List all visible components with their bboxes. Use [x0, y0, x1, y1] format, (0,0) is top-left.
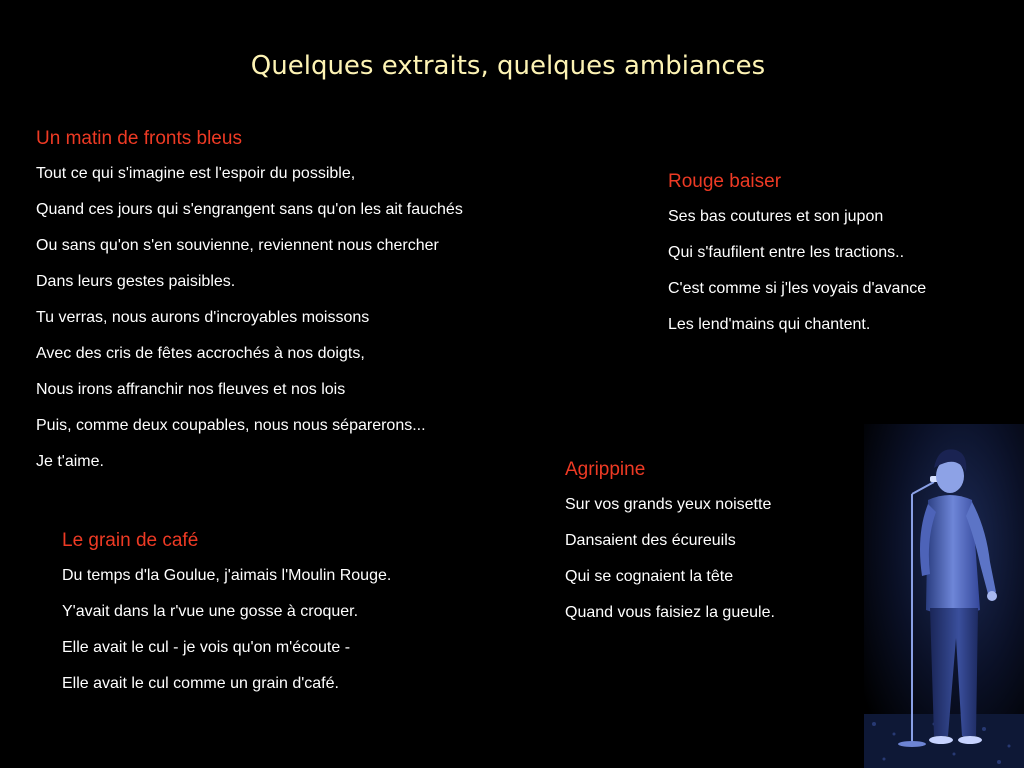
poem-line: Quand vous faisiez la gueule.: [565, 604, 775, 621]
poem-grain-de-cafe: [62, 530, 391, 710]
poem-line: Tout ce qui s'imagine est l'espoir du possible,: [36, 165, 356, 182]
poem-title: Le grain de café: [62, 530, 199, 551]
poem-title: Rouge baiser: [668, 171, 782, 192]
slide-title: Quelques extraits, quelques ambiances: [250, 51, 766, 81]
poem-line: Du temps d'la Goulue, j'aimais l'Moulin Rouge.: [62, 567, 392, 584]
poem-fronts-bleus: [36, 128, 463, 488]
poem-line: Avec des cris de fêtes accrochés à nos doigts,: [36, 345, 365, 362]
poem-line: Sur vos grands yeux noisette: [565, 496, 772, 513]
singer-photo: [864, 424, 1024, 768]
poem-line: Nous irons affranchir nos fleuves et nos lois: [36, 381, 346, 398]
poem-line: Dans leurs gestes paisibles.: [36, 273, 236, 290]
poem-line: Puis, comme deux coupables, nous nous séparerons...: [36, 417, 426, 434]
poem-line: Y'avait dans la r'vue une gosse à croquer.: [62, 603, 359, 620]
poem-line: Qui se cognaient la tête: [565, 568, 734, 585]
poem-line: Dansaient des écureuils: [565, 532, 736, 549]
poem-line: Elle avait le cul comme un grain d'café.: [62, 675, 339, 692]
poem-title: Un matin de fronts bleus: [36, 128, 242, 149]
poem-line: Je t'aime.: [36, 453, 104, 470]
poem-line: Elle avait le cul - je vois qu'on m'écoute -: [62, 639, 351, 656]
poem-line: C'est comme si j'les voyais d'avance: [668, 280, 927, 297]
poem-line: Les lend'mains qui chantent.: [668, 316, 871, 333]
poem-title: Agrippine: [565, 459, 646, 480]
poem-line: Ses bas coutures et son jupon: [668, 208, 884, 225]
poem-agrippine: [565, 459, 775, 639]
poem-line: Qui s'faufilent entre les tractions..: [668, 244, 905, 261]
poem-rouge-baiser: [668, 171, 926, 351]
poem-line: Ou sans qu'on s'en souvienne, reviennent nous chercher: [36, 237, 439, 254]
poem-line: Quand ces jours qui s'engrangent sans qu'on les ait fauchés: [36, 201, 463, 218]
poem-line: Tu verras, nous aurons d'incroyables moissons: [36, 309, 370, 326]
